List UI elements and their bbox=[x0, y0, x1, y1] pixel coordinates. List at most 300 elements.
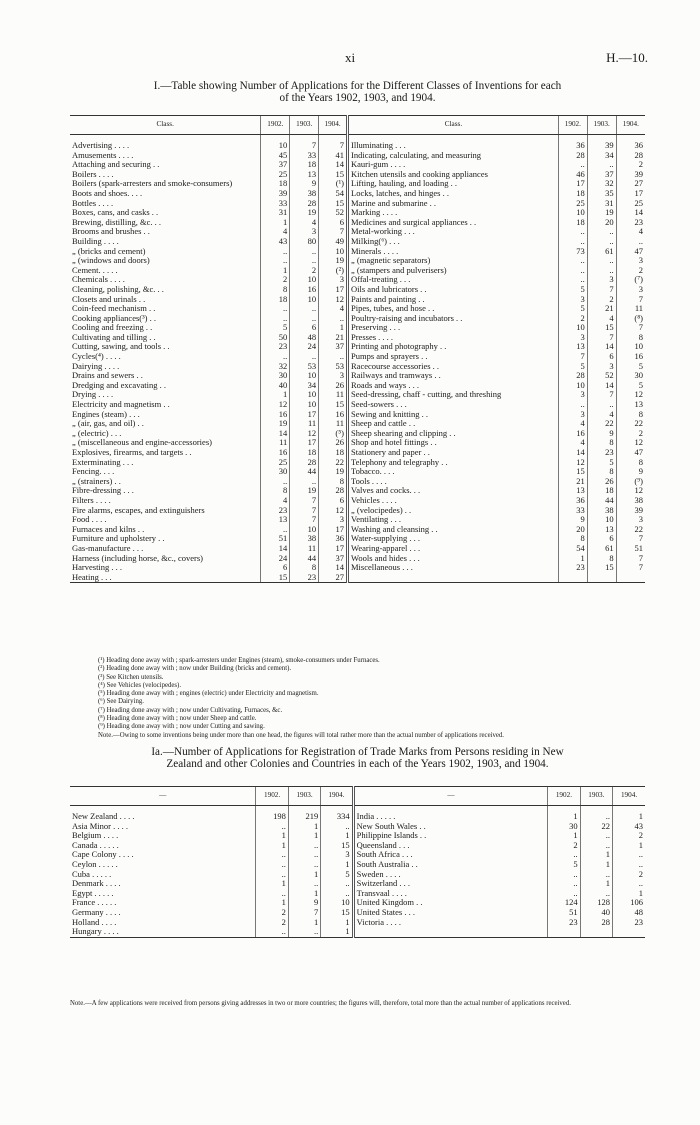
table-cell: 19 bbox=[261, 419, 290, 429]
table-cell: 8 bbox=[616, 458, 645, 468]
table-row bbox=[70, 381, 645, 391]
table-cell: „ (miscellaneous and engine-accessories) bbox=[72, 438, 212, 448]
table-cell: 38 bbox=[290, 189, 319, 199]
table-cell: Illuminating . . . bbox=[348, 141, 559, 151]
table-cell: 3 bbox=[558, 390, 587, 400]
footnote: (⁴) See Vehicles (velocipedes). bbox=[98, 681, 182, 689]
table-cell: Cycles(⁴) . . . . bbox=[72, 352, 121, 362]
table-cell: 23 bbox=[616, 218, 645, 228]
table-cell: .. bbox=[261, 314, 290, 324]
table-cell: Racecourse accessories . . bbox=[348, 362, 559, 372]
table-cell: United States . . . bbox=[353, 908, 548, 918]
table-cell: 10 bbox=[558, 208, 587, 218]
table-cell: Belgium . . . . bbox=[72, 831, 119, 841]
table-row bbox=[70, 458, 645, 468]
table-cell: 2 bbox=[261, 275, 290, 285]
table-cell: Poultry-raising and incubators . . bbox=[348, 314, 559, 324]
table-cell: 19 bbox=[319, 467, 348, 477]
table-cell: Harness (including horse, &c., covers) bbox=[72, 553, 204, 563]
table-cell: Boxes, cans, and casks . . bbox=[72, 208, 159, 218]
footnote: (⁵) Heading done away with ; engines (electric) under Electricity and magnetism. bbox=[98, 690, 319, 698]
table-cell: 15 bbox=[261, 573, 290, 583]
table-cell: 36 bbox=[319, 534, 348, 544]
table-cell: Seed-dressing, chaff - cutting, and threshing bbox=[348, 390, 559, 400]
table-cell: Shop and hotel fittings . . bbox=[348, 438, 559, 448]
table-cell: Tobacco. . . . bbox=[348, 467, 559, 477]
table-cell: 16 bbox=[558, 429, 587, 439]
table-cell: 3 bbox=[587, 275, 616, 285]
table-cell: 1 bbox=[261, 266, 290, 276]
table-cell: 26 bbox=[319, 438, 348, 448]
table-cell: 50 bbox=[261, 333, 290, 343]
table-header-row bbox=[70, 116, 645, 135]
table-cell: 7 bbox=[290, 515, 319, 525]
table-cell: 7 bbox=[587, 390, 616, 400]
table-cell: 9 bbox=[616, 467, 645, 477]
table-cell: .. bbox=[261, 352, 290, 362]
table-cell: 23 bbox=[558, 563, 587, 573]
table-row bbox=[70, 898, 645, 908]
table-cell: Switzerland . . . bbox=[353, 879, 548, 889]
table-cell: Pumps and sprayers . . bbox=[348, 352, 559, 362]
table-cell: Exterminating . . . bbox=[72, 457, 134, 467]
table-cell: .. bbox=[558, 400, 587, 410]
table-cell: 14 bbox=[261, 544, 290, 554]
table-cell: 12 bbox=[616, 390, 645, 400]
table-cell: 54 bbox=[319, 189, 348, 199]
table-row bbox=[70, 927, 645, 937]
table-cell: 1 bbox=[261, 390, 290, 400]
table-cell: 17 bbox=[319, 525, 348, 535]
table-cell: .. bbox=[580, 841, 612, 851]
table-cell: 1 bbox=[580, 879, 612, 889]
table-cell: 11 bbox=[616, 304, 645, 314]
table-cell: 26 bbox=[587, 477, 616, 487]
table-cell: Harvesting . . . bbox=[72, 563, 123, 573]
table-cell: 23 bbox=[290, 573, 319, 583]
table-cell: Denmark . . . . bbox=[72, 879, 121, 889]
column-header: 1902. bbox=[261, 116, 290, 135]
table-cell: Marking . . . . bbox=[348, 208, 559, 218]
column-header: Class. bbox=[70, 116, 261, 135]
table-cell: Cape Colony . . . . bbox=[72, 850, 134, 860]
table-cell: Tools . . . . bbox=[348, 477, 559, 487]
table-cell: 1 bbox=[321, 918, 353, 928]
table-cell: Canada . . . . . bbox=[72, 840, 119, 850]
table-row bbox=[70, 850, 645, 860]
table-cell: 30 bbox=[261, 371, 290, 381]
table-cell: 2 bbox=[616, 266, 645, 276]
table-row bbox=[70, 822, 645, 832]
column-header: 1904. bbox=[319, 116, 348, 135]
table-cell: 5 bbox=[321, 870, 353, 880]
table2-title-line2: Zealand and other Colonies and Countries in each of the Years 1902, 1903, and 1904. bbox=[166, 758, 549, 770]
table-row bbox=[70, 889, 645, 899]
table-cell: 10 bbox=[616, 342, 645, 352]
table-cell: 12 bbox=[261, 400, 290, 410]
table-cell: 7 bbox=[290, 496, 319, 506]
table-cell: 5 bbox=[558, 362, 587, 372]
table-row bbox=[70, 918, 645, 928]
table-row bbox=[70, 189, 645, 199]
table-row bbox=[70, 247, 645, 257]
table-cell: .. bbox=[290, 477, 319, 487]
table-cell: .. bbox=[256, 860, 288, 870]
table-cell: Locks, latches, and hinges . . bbox=[348, 189, 559, 199]
table-cell: 3 bbox=[319, 371, 348, 381]
table-row bbox=[70, 160, 645, 170]
page-header bbox=[0, 50, 700, 66]
table-cell: 12 bbox=[319, 506, 348, 516]
table-cell: 19 bbox=[319, 256, 348, 266]
table-cell: Food . . . . bbox=[72, 515, 107, 525]
table-cell: 38 bbox=[616, 496, 645, 506]
table-cell: 28 bbox=[558, 371, 587, 381]
table-cell: Brooms and brushes . . bbox=[72, 227, 150, 237]
table-cell: „ (stampers and pulverisers) bbox=[348, 266, 559, 276]
table-row bbox=[70, 525, 645, 535]
footnote: (⁸) Heading done away with ; now under Sheep and cattle. bbox=[98, 715, 257, 723]
table-cell: 47 bbox=[616, 448, 645, 458]
table-cell: .. bbox=[319, 352, 348, 362]
table-cell: 39 bbox=[616, 506, 645, 516]
table-cell: Heating . . . bbox=[70, 573, 261, 583]
table-cell: 20 bbox=[558, 525, 587, 535]
table-cell: 7 bbox=[616, 534, 645, 544]
table-cell: Kauri-gum . . . . bbox=[348, 160, 559, 170]
table-row bbox=[70, 199, 645, 209]
column-header: — bbox=[70, 787, 256, 806]
table-row bbox=[70, 515, 645, 525]
table-cell: 52 bbox=[319, 208, 348, 218]
table-cell: 15 bbox=[321, 841, 353, 851]
table-cell: .. bbox=[290, 304, 319, 314]
table-cell: Oils and lubricators . . bbox=[348, 285, 559, 295]
table-cell: New Zealand . . . . bbox=[72, 812, 135, 821]
table-cell: 25 bbox=[261, 170, 290, 180]
table-cell: Cutting, sawing, and tools . . bbox=[72, 342, 170, 352]
table-cell: 12 bbox=[558, 458, 587, 468]
table-cell: 10 bbox=[319, 247, 348, 257]
table-cell: 6 bbox=[290, 323, 319, 333]
table-cell: 1 bbox=[256, 879, 288, 889]
table-cell: 10 bbox=[290, 371, 319, 381]
table-cell: 53 bbox=[290, 362, 319, 372]
table-cell: 30 bbox=[261, 467, 290, 477]
table-cell: Drains and sewers . . bbox=[72, 371, 143, 381]
table-cell: Paints and painting . . bbox=[348, 295, 559, 305]
table-cell: 21 bbox=[558, 477, 587, 487]
table-cell: Milking(⁶) . . . bbox=[348, 237, 559, 247]
table-cell: .. bbox=[261, 247, 290, 257]
table-row bbox=[70, 438, 645, 448]
table-cell: 13 bbox=[558, 486, 587, 496]
table-cell: Wearing-apparel . . . bbox=[348, 544, 559, 554]
table-cell: 17 bbox=[290, 410, 319, 420]
column-header: — bbox=[353, 787, 548, 806]
table-cell: 34 bbox=[290, 381, 319, 391]
table-cell: Kitchen utensils and cooking appliances bbox=[348, 170, 559, 180]
table-cell: United Kingdom . . bbox=[353, 898, 548, 908]
table-cell: 23 bbox=[261, 506, 290, 516]
table-cell: .. bbox=[256, 822, 288, 832]
table-cell: .. bbox=[548, 889, 580, 899]
table-cell: 17 bbox=[290, 438, 319, 448]
column-header: 1902. bbox=[548, 787, 580, 806]
table-cell: 13 bbox=[261, 515, 290, 525]
table-row bbox=[70, 496, 645, 506]
table-cell: Railways and tramways . . bbox=[348, 371, 559, 381]
table-cell: 23 bbox=[261, 342, 290, 352]
table-cell: Closets and urinals . . bbox=[72, 294, 146, 304]
table-cell bbox=[548, 927, 580, 937]
table-cell: 2 bbox=[558, 314, 587, 324]
table-cell: South Africa . . . bbox=[353, 850, 548, 860]
table-row bbox=[70, 141, 645, 151]
table-row bbox=[70, 831, 645, 841]
table-cell: 3 bbox=[558, 410, 587, 420]
table-cell: 3 bbox=[558, 295, 587, 305]
table-cell: 1 bbox=[319, 323, 348, 333]
table-cell: „ (electric) . . . bbox=[72, 428, 122, 438]
table-row bbox=[70, 419, 645, 429]
table-cell: Pipes, tubes, and hose . . bbox=[348, 304, 559, 314]
table-cell: 2 bbox=[256, 918, 288, 928]
table-cell: India . . . . . bbox=[353, 812, 548, 822]
table-cell: 8 bbox=[587, 438, 616, 448]
table-cell: Medicines and surgical appliances . . bbox=[348, 218, 559, 228]
table-cell: 40 bbox=[261, 381, 290, 391]
table-cell: Electricity and magnetism . . bbox=[72, 400, 170, 410]
table-cell: Indicating, calculating, and measuring bbox=[348, 151, 559, 161]
table-cell: 11 bbox=[290, 419, 319, 429]
table-cell: Offal-treating . . . bbox=[348, 275, 559, 285]
table-cell: 1 bbox=[288, 870, 320, 880]
table-cell: 18 bbox=[261, 179, 290, 189]
table-cell: 22 bbox=[580, 822, 612, 832]
table-cell: 1 bbox=[548, 831, 580, 841]
table-cell: 2 bbox=[548, 841, 580, 851]
table-cell: 15 bbox=[558, 467, 587, 477]
table2-title-line1: Ia.—Number of Applications for Registration of Trade Marks from Persons residing in New bbox=[151, 746, 564, 758]
table1-title-line2: of the Years 1902, 1903, and 1904. bbox=[279, 92, 436, 104]
table-row bbox=[70, 362, 645, 372]
table-cell: .. bbox=[548, 870, 580, 880]
table-cell: 44 bbox=[290, 467, 319, 477]
table-cell: 219 bbox=[288, 812, 320, 822]
table-cell: 2 bbox=[613, 831, 645, 841]
table-cell: 7 bbox=[616, 563, 645, 573]
table-cell: Asia Minor . . . . bbox=[72, 821, 128, 831]
table-cell: 13 bbox=[616, 400, 645, 410]
table-cell: 18 bbox=[587, 486, 616, 496]
table-cell: .. bbox=[580, 870, 612, 880]
table-cell: 23 bbox=[548, 918, 580, 928]
table-cell: Boilers (spark-arresters and smoke-consumers) bbox=[72, 179, 233, 189]
table-cell: 3 bbox=[321, 850, 353, 860]
table-row bbox=[70, 870, 645, 880]
table-cell: 38 bbox=[587, 506, 616, 516]
table-row bbox=[70, 429, 645, 439]
table-cell: 8 bbox=[587, 467, 616, 477]
column-header: 1903. bbox=[587, 116, 616, 135]
table-cell: 1 bbox=[321, 860, 353, 870]
table-cell: 2 bbox=[616, 160, 645, 170]
table-cell: 39 bbox=[616, 170, 645, 180]
table-cell: Drying . . . . bbox=[72, 390, 114, 400]
table-cell: 28 bbox=[580, 918, 612, 928]
table-cell: .. bbox=[558, 256, 587, 266]
table-cell: 49 bbox=[319, 237, 348, 247]
table-cell: 14 bbox=[587, 381, 616, 391]
table-cell: South Australia . . bbox=[353, 860, 548, 870]
table-cell: (⁷) bbox=[616, 275, 645, 285]
table-cell: 4 bbox=[587, 314, 616, 324]
table-row bbox=[70, 563, 645, 573]
table-cell: .. bbox=[558, 275, 587, 285]
table-cell: Miscellaneous . . . bbox=[348, 563, 559, 573]
table-cell: 28 bbox=[319, 486, 348, 496]
table-cell: 15 bbox=[587, 323, 616, 333]
table-cell: 6 bbox=[587, 352, 616, 362]
table-cell: 24 bbox=[290, 342, 319, 352]
table-cell: 1 bbox=[256, 841, 288, 851]
table-cell: 18 bbox=[558, 218, 587, 228]
table-cell: 10 bbox=[290, 295, 319, 305]
table-cell: 19 bbox=[587, 208, 616, 218]
table-cell: 14 bbox=[616, 208, 645, 218]
table-cell: 17 bbox=[616, 189, 645, 199]
table-cell: 1 bbox=[288, 918, 320, 928]
table-cell: Minerals . . . . bbox=[348, 247, 559, 257]
table-cell: Queensland . . . bbox=[353, 841, 548, 851]
table-cell: 23 bbox=[587, 448, 616, 458]
table-cell: 52 bbox=[587, 371, 616, 381]
table-cell: Marine and submarine . . bbox=[348, 199, 559, 209]
table-cell: 3 bbox=[616, 285, 645, 295]
table-cell: 8 bbox=[587, 554, 616, 564]
table-cell: 14 bbox=[261, 429, 290, 439]
table-cell: 18 bbox=[558, 189, 587, 199]
table-cell: 18 bbox=[319, 448, 348, 458]
table-cell: 11 bbox=[261, 438, 290, 448]
table-row bbox=[70, 314, 645, 324]
table-cell: 17 bbox=[558, 179, 587, 189]
table-cell: 7 bbox=[616, 295, 645, 305]
table-cell: 34 bbox=[587, 151, 616, 161]
table-cell: 51 bbox=[261, 534, 290, 544]
table-row bbox=[70, 256, 645, 266]
table-cell: 73 bbox=[558, 247, 587, 257]
trade-marks-table bbox=[70, 786, 645, 938]
table-cell: 26 bbox=[319, 381, 348, 391]
table-cell: 4 bbox=[616, 227, 645, 237]
table-cell: 18 bbox=[290, 448, 319, 458]
table-cell: 46 bbox=[558, 170, 587, 180]
table-cell: .. bbox=[256, 927, 288, 937]
table-cell: Presses . . . . bbox=[348, 333, 559, 343]
table-cell: 9 bbox=[558, 515, 587, 525]
table-cell: 80 bbox=[290, 237, 319, 247]
table-row bbox=[70, 448, 645, 458]
table-cell: 10 bbox=[558, 323, 587, 333]
table-cell: .. bbox=[290, 247, 319, 257]
column-header: 1903. bbox=[288, 787, 320, 806]
table-row bbox=[70, 170, 645, 180]
table-cell: Dairying . . . . bbox=[72, 361, 120, 371]
table-cell: 40 bbox=[580, 908, 612, 918]
table-cell: Explosives, firearms, and targets . . bbox=[72, 448, 192, 457]
table-cell: 25 bbox=[558, 199, 587, 209]
table-row bbox=[70, 410, 645, 420]
table-cell: Printing and photography . . bbox=[348, 342, 559, 352]
table-cell: .. bbox=[319, 314, 348, 324]
table-cell: 7 bbox=[587, 333, 616, 343]
table-cell: Cultivating and tilling . . bbox=[72, 332, 156, 342]
table-cell: 39 bbox=[261, 189, 290, 199]
table-cell: 39 bbox=[587, 141, 616, 151]
table-cell: Cleaning, polishing, &c. . . bbox=[72, 284, 164, 294]
table-cell: 37 bbox=[319, 554, 348, 564]
table-cell: 20 bbox=[587, 218, 616, 228]
table-cell: 32 bbox=[261, 362, 290, 372]
table-cell: .. bbox=[288, 860, 320, 870]
table-cell: 1 bbox=[321, 927, 353, 937]
table-cell: 1 bbox=[580, 850, 612, 860]
table-cell: (⁹) bbox=[616, 477, 645, 487]
table-cell: Metal-working . . . bbox=[348, 227, 559, 237]
page-reference: H.—10. bbox=[606, 50, 648, 65]
table-cell: 16 bbox=[290, 285, 319, 295]
table-cell: 37 bbox=[319, 342, 348, 352]
column-header: 1903. bbox=[290, 116, 319, 135]
table-cell: 106 bbox=[613, 898, 645, 908]
table-cell: Holland . . . . bbox=[72, 917, 117, 927]
table-cell: 16 bbox=[261, 410, 290, 420]
table-cell: .. bbox=[580, 831, 612, 841]
table-cell: 48 bbox=[290, 333, 319, 343]
table-cell: Bottles . . . . bbox=[72, 198, 114, 208]
column-header: 1902. bbox=[558, 116, 587, 135]
table-cell: 43 bbox=[261, 237, 290, 247]
table-cell: 4 bbox=[319, 304, 348, 314]
table-cell: 5 bbox=[558, 304, 587, 314]
table-row bbox=[70, 486, 645, 496]
table-cell: .. bbox=[288, 841, 320, 851]
table-cell: 21 bbox=[319, 333, 348, 343]
table-cell: 198 bbox=[256, 812, 288, 822]
footnote: (²) Heading done away with ; now under Building (bricks and cement). bbox=[98, 665, 292, 673]
table-cell: .. bbox=[321, 889, 353, 899]
table-cell: .. bbox=[587, 227, 616, 237]
table-row bbox=[70, 879, 645, 889]
table-cell: 15 bbox=[319, 170, 348, 180]
table-cell: 16 bbox=[261, 448, 290, 458]
table-cell: .. bbox=[613, 860, 645, 870]
table-cell: 8 bbox=[616, 333, 645, 343]
table-cell: 22 bbox=[616, 419, 645, 429]
table-row bbox=[70, 342, 645, 352]
table-cell: Fibre-dressing . . . bbox=[72, 486, 134, 496]
table-cell: Water-supplying . . . bbox=[348, 534, 559, 544]
table-cell: 1 bbox=[256, 831, 288, 841]
note-text: Note.—A few applications were received from persons giving addresses in two or more countries; the figures will, therefore, total more than the actual number of applications received. bbox=[70, 1000, 571, 1007]
table-cell: 1 bbox=[288, 831, 320, 841]
table-cell: Hungary . . . . bbox=[70, 927, 256, 937]
table-row bbox=[70, 812, 645, 822]
table-cell: 7 bbox=[616, 323, 645, 333]
table-cell: 3 bbox=[290, 227, 319, 237]
